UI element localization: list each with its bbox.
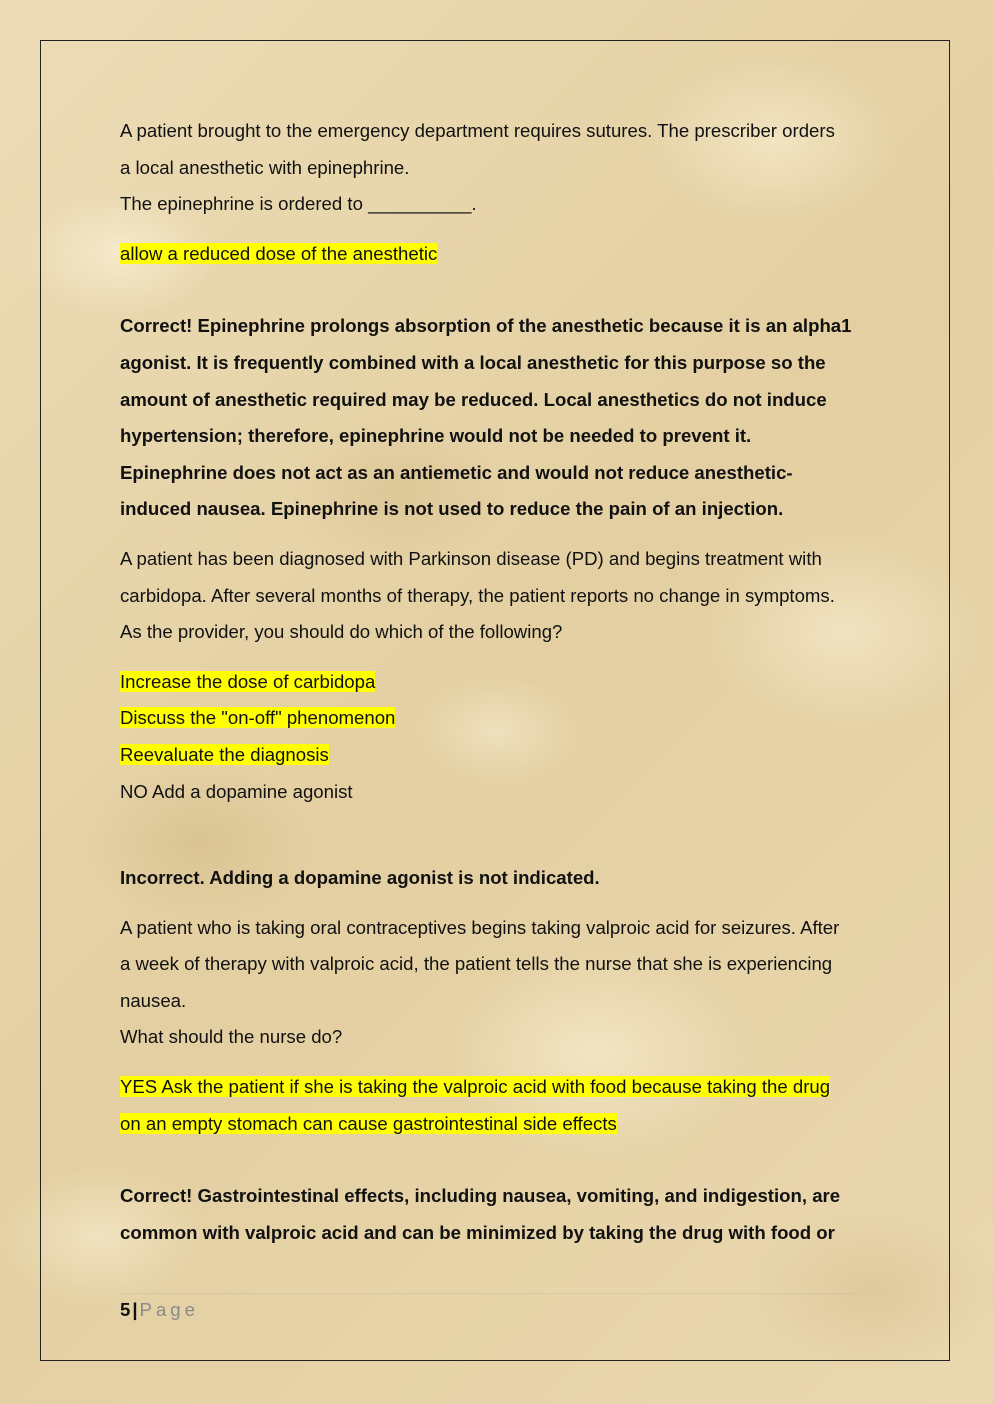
question-3 — [120, 910, 872, 1252]
question-2 — [120, 541, 872, 897]
question-text: a week of therapy with valproic acid, the patient tells the nurse that she is experiencing — [120, 953, 833, 975]
question-text: What should the nurse do? — [120, 1026, 343, 1048]
highlighted-answer: on an empty stomach can cause gastrointestinal side effects — [120, 1112, 617, 1134]
question-text: a local anesthetic with epinephrine. — [120, 156, 410, 178]
question-text: carbidopa. After several months of therapy, the patient reports no change in symptoms. — [120, 584, 835, 606]
question-text: nausea. — [120, 989, 187, 1011]
question-text: A patient brought to the emergency department requires sutures. The prescriber orders — [120, 120, 835, 141]
question-text: A patient who is taking oral contraceptives begins taking valproic acid for seizures. After — [120, 916, 840, 938]
footer-separator: | — [132, 1299, 138, 1320]
highlighted-option: Reevaluate the diagnosis — [120, 743, 329, 765]
answer-feedback: Correct! Gastrointestinal effects, including nausea, vomiting, and indigestion, are common with valproic acid and can be minimized by taking the drug with food or — [120, 1185, 841, 1243]
answer-feedback: Incorrect. Adding a dopamine agonist is not indicated. — [120, 867, 600, 889]
page-number: 5 — [120, 1299, 131, 1320]
plain-option: NO Add a dopamine agonist — [120, 780, 353, 802]
page-footer — [120, 1293, 860, 1324]
highlighted-answer: YES Ask the patient if she is taking the valproic acid with food because taking the drug — [120, 1076, 831, 1098]
question-text: As the provider, you should do which of the following? — [120, 621, 563, 643]
question-text: A patient has been diagnosed with Parkinson disease (PD) and begins treatment with — [120, 547, 822, 569]
question-text: The epinephrine is ordered to __________. — [120, 193, 477, 215]
document-body — [120, 113, 872, 1251]
question-1 — [120, 113, 872, 528]
highlighted-answer: allow a reduced dose of the anesthetic — [120, 242, 438, 264]
answer-feedback: Correct! Epinephrine prolongs absorption of the anesthetic because it is an alpha1 agonist. It is frequently combined with a local anesthetic for this purpose so the amount of anesthetic required may be reduced. Local anesthetics do not induce hypertension; therefore, epinephrine would not be needed to prevent it. Epinephrine does not act as an antiemetic and would not reduce anesthetic- induced nausea. Epinephrine is not used to reduce the pain of an injection. — [120, 315, 852, 520]
page-label: Page — [139, 1299, 199, 1320]
highlighted-option: Discuss the "on-off" phenomenon — [120, 707, 396, 729]
highlighted-option: Increase the dose of carbidopa — [120, 670, 376, 692]
